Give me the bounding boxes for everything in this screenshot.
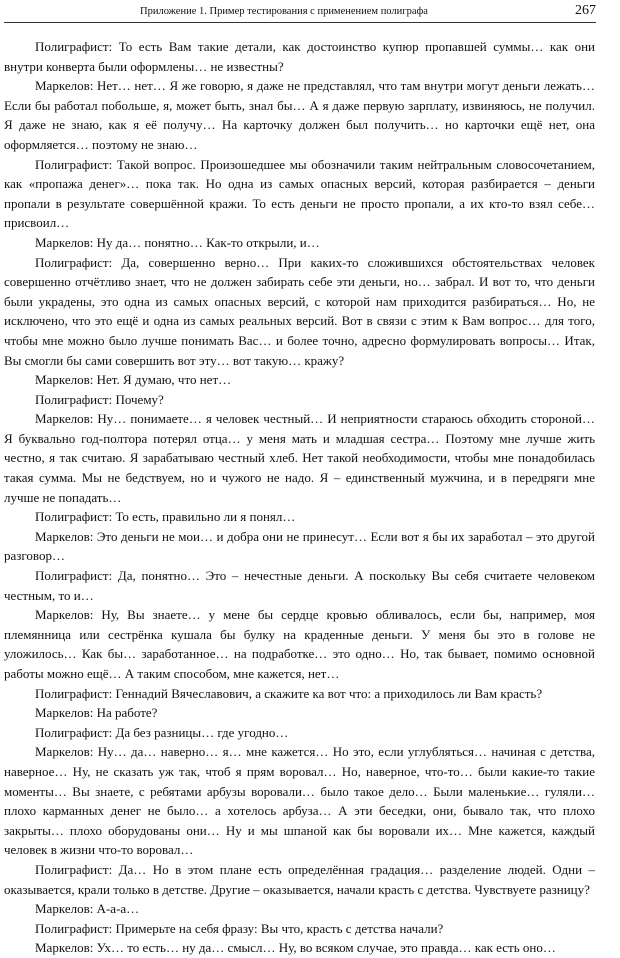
paragraph: Полиграфист: Геннадий Вячеславович, а скажите ка вот что: а приходилось ли Вам красть? xyxy=(35,685,543,701)
header-divider xyxy=(4,22,596,23)
paragraph: Маркелов: Ну… да… наверно… я… мне кажется… Но это, если углубляться… начиная с детства, наверное… Ну, не сказать уж так, чтоб я прям воровал… Но, наверное, что-то… были какие-то такие моменты… Вы знаете, с ребятами арбузы воровали… было такое дело… Были маленькие… гуляли… плохо карманных денег не было… а хотелось арбуза… А эти беседки, они, бывало так, что плохо закрыты… плохо оборудованы они… Ну и мы шпаной как бы воровали их… Мне кажется, каждый человек в жизни что-то воровал… xyxy=(4,744,595,858)
paragraph: Полиграфист: Да, понятно… Это – нечестные деньги. А поскольку Вы себя считаете человеком честным, то и… xyxy=(4,568,595,603)
paragraph: Маркелов: На работе? xyxy=(35,705,158,721)
paragraph: Полиграфист: Почему? xyxy=(35,391,164,407)
paragraph: Полиграфист: То есть Вам такие детали, как достоинство купюр пропавшей суммы… как они внутри конверта были оформлены… не известны? xyxy=(4,39,595,74)
paragraph: Маркелов: А-а-а… xyxy=(35,901,140,917)
paragraph: Маркелов: Нет… нет… Я же говорю, я даже не представлял, что там внутри могут деньги лежать… Если бы работал побольше, я, может быть, знал бы… А я даже первую зарплату, извиняюсь, не получил. Я даже не знаю, как я её получу… На карточку должен был получить… но карточки ещё нет, она оформляется… поэтому не знаю… xyxy=(4,78,595,152)
paragraph: Полиграфист: Да без разницы… где угодно… xyxy=(35,724,289,740)
paragraph: Маркелов: Ух… то есть… ну да… смысл… Ну, во всяком случае, это правда… как есть оно… xyxy=(35,940,556,956)
paragraph: Маркелов: Ну да… понятно… Как-то открыли, и… xyxy=(35,234,320,250)
paragraph: Маркелов: Это деньги не мои… и добра они не принесут… Если вот я бы их заработал – это другой разговор… xyxy=(4,528,595,564)
paragraph: Полиграфист: Да, совершенно верно… При каких-то сложившихся обстоятельствах человек совершенно отчётливо знает, что не должен забирать себе эти деньги, но… забрал. И вот то, что деньги были украдены, это одна из самых опасных версий, с которой нам приходится разбираться… Но, не исключено, что это ещё и одна из самых реальных версий. Вот в связи с этим к Вам вопрос… для того, чтобы мне можно было лучше понимать Вас… и более точно, адресно формулировать вопросы… Итак, Вы смогли бы сами совершить вот эту… вот такую… кражу? xyxy=(4,254,595,368)
paragraph: Полиграфист: То есть, правильно ли я понял… xyxy=(35,509,296,525)
paragraph: Маркелов: Ну… понимаете… я человек честный… И неприятности стараюсь обходить стороной… Я буквально год-полтора потерял отца… у меня мать и младшая сестра… Поэтому мне лучше жить честно, я так считаю. Я зарабатываю честный хлеб. Нет такой необходимости, чтобы мне понадобилась такая сумма. Мы не бедствуем, но и чужого не надо. Я – единственный мужчина, и в передряги мне лучше не попадать… xyxy=(4,411,595,505)
running-header-title: Приложение 1. Пример тестирования с применением полиграфа xyxy=(140,6,428,17)
running-header xyxy=(0,3,596,22)
paragraph: Маркелов: Нет. Я думаю, что нет… xyxy=(35,372,232,388)
dialogue-text xyxy=(4,37,595,958)
paragraph: Полиграфист: Такой вопрос. Произошедшее мы обозначили таким нейтральным словосочетанием, как «пропажа денег»… пока так. Но одна из самых опасных версий, которая разбирается – деньги пропали в результате совершённой кражи. То есть деньги не просто пропали, а их кто-то взял себе… присвоил… xyxy=(4,156,595,231)
paragraph: Маркелов: Ну, Вы знаете… у мене бы сердце кровью обливалось, если бы, например, моя племянница или сестрёнка кушала бы булку на краденные деньги. У меня бы это в голове не уложилось… Как бы… заработанное… на подработке… это одно… Но, так бывает, помимо основной работы можно ещё… А таким способом, мне кажется, нет… xyxy=(4,607,595,681)
paragraph: Полиграфист: Да… Но в этом плане есть определённая градация… разделение людей. Одни – оказывается, крали только в детстве. Другие – оказывается, начали красть с детства. Чувствуете разницу? xyxy=(4,861,595,897)
page-number: 267 xyxy=(575,3,596,18)
paragraph: Полиграфист: Примерьте на себя фразу: Вы что, красть с детства начали? xyxy=(35,920,444,936)
